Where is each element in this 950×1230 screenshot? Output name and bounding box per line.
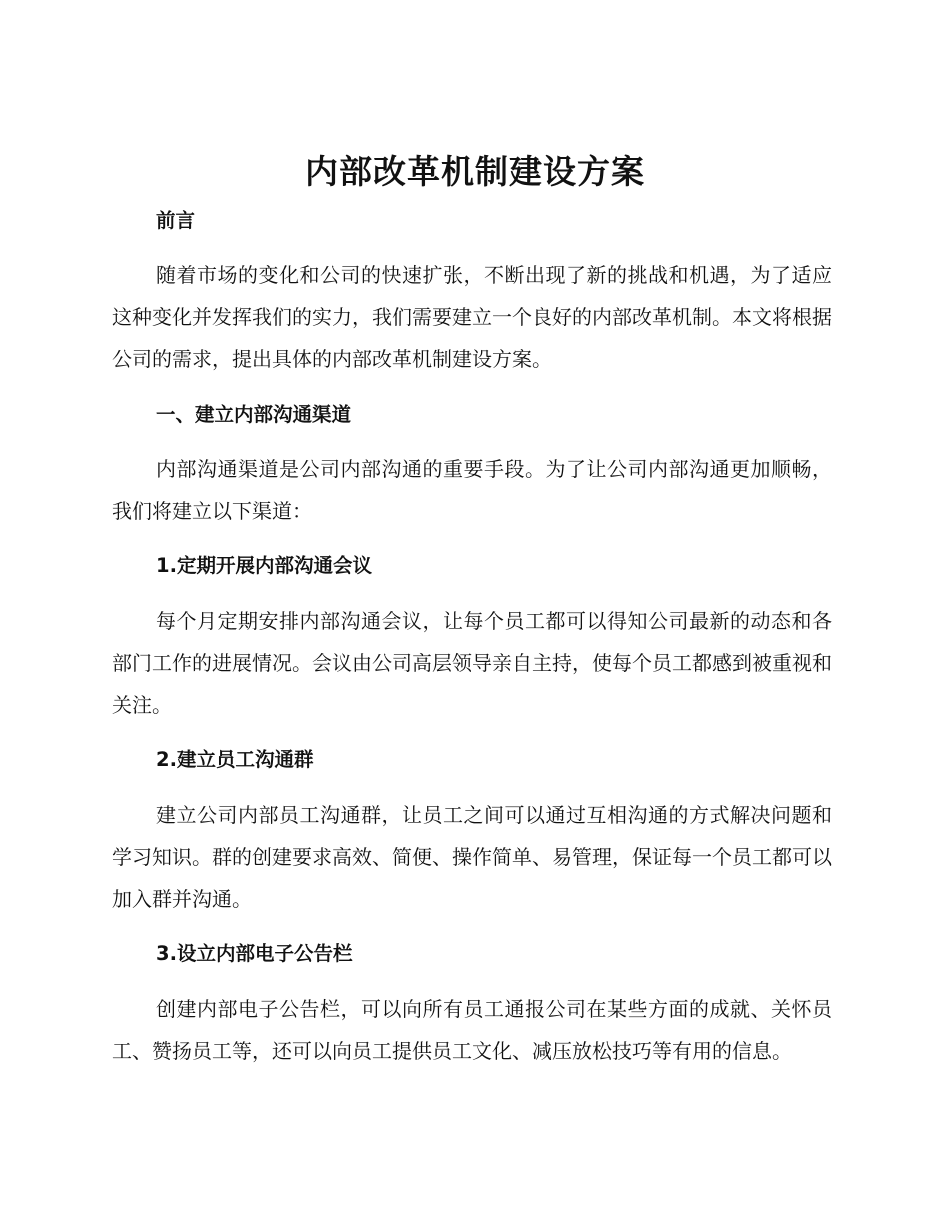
section-heading-preface: 前言 <box>156 209 196 232</box>
section-paragraph-1-3: 创建内部电子公告栏，可以向所有员工通报公司在某些方面的成就、关怀员工、赞扬员工等，还可以向员工提供员工文化、减压放松技巧等有用的信息。 <box>112 997 832 1063</box>
section-paragraph-1-1: 每个月定期安排内部沟通会议，让每个员工都可以得知公司最新的动态和各部门工作的进展情况。会议由公司高层领导亲自主持，使每个员工都感到被重视和关注。 <box>112 609 832 717</box>
section-heading-1-3: 3.设立内部电子公告栏 <box>156 942 353 965</box>
section-paragraph-preface: 随着市场的变化和公司的快速扩张，不断出现了新的挑战和机遇，为了适应这种变化并发挥我们的实力，我们需要建立一个良好的内部改革机制。本文将根据公司的需求，提出具体的内部改革机制建设方案。 <box>112 263 832 371</box>
section-paragraph-1-2: 建立公司内部员工沟通群，让员工之间可以通过互相沟通的方式解决问题和学习知识。群的创建要求高效、简便、操作简单、易管理，保证每一个员工都可以加入群并沟通。 <box>112 803 832 911</box>
section-paragraph-1: 内部沟通渠道是公司内部沟通的重要手段。为了让公司内部沟通更加顺畅，我们将建立以下渠道： <box>112 457 832 523</box>
document-title: 内部改革机制建设方案 <box>305 152 645 191</box>
section-heading-1-1: 1.定期开展内部沟通会议 <box>156 554 372 577</box>
section-heading-1: 一、建立内部沟通渠道 <box>156 403 352 426</box>
section-heading-1-2: 2.建立员工沟通群 <box>156 748 314 771</box>
